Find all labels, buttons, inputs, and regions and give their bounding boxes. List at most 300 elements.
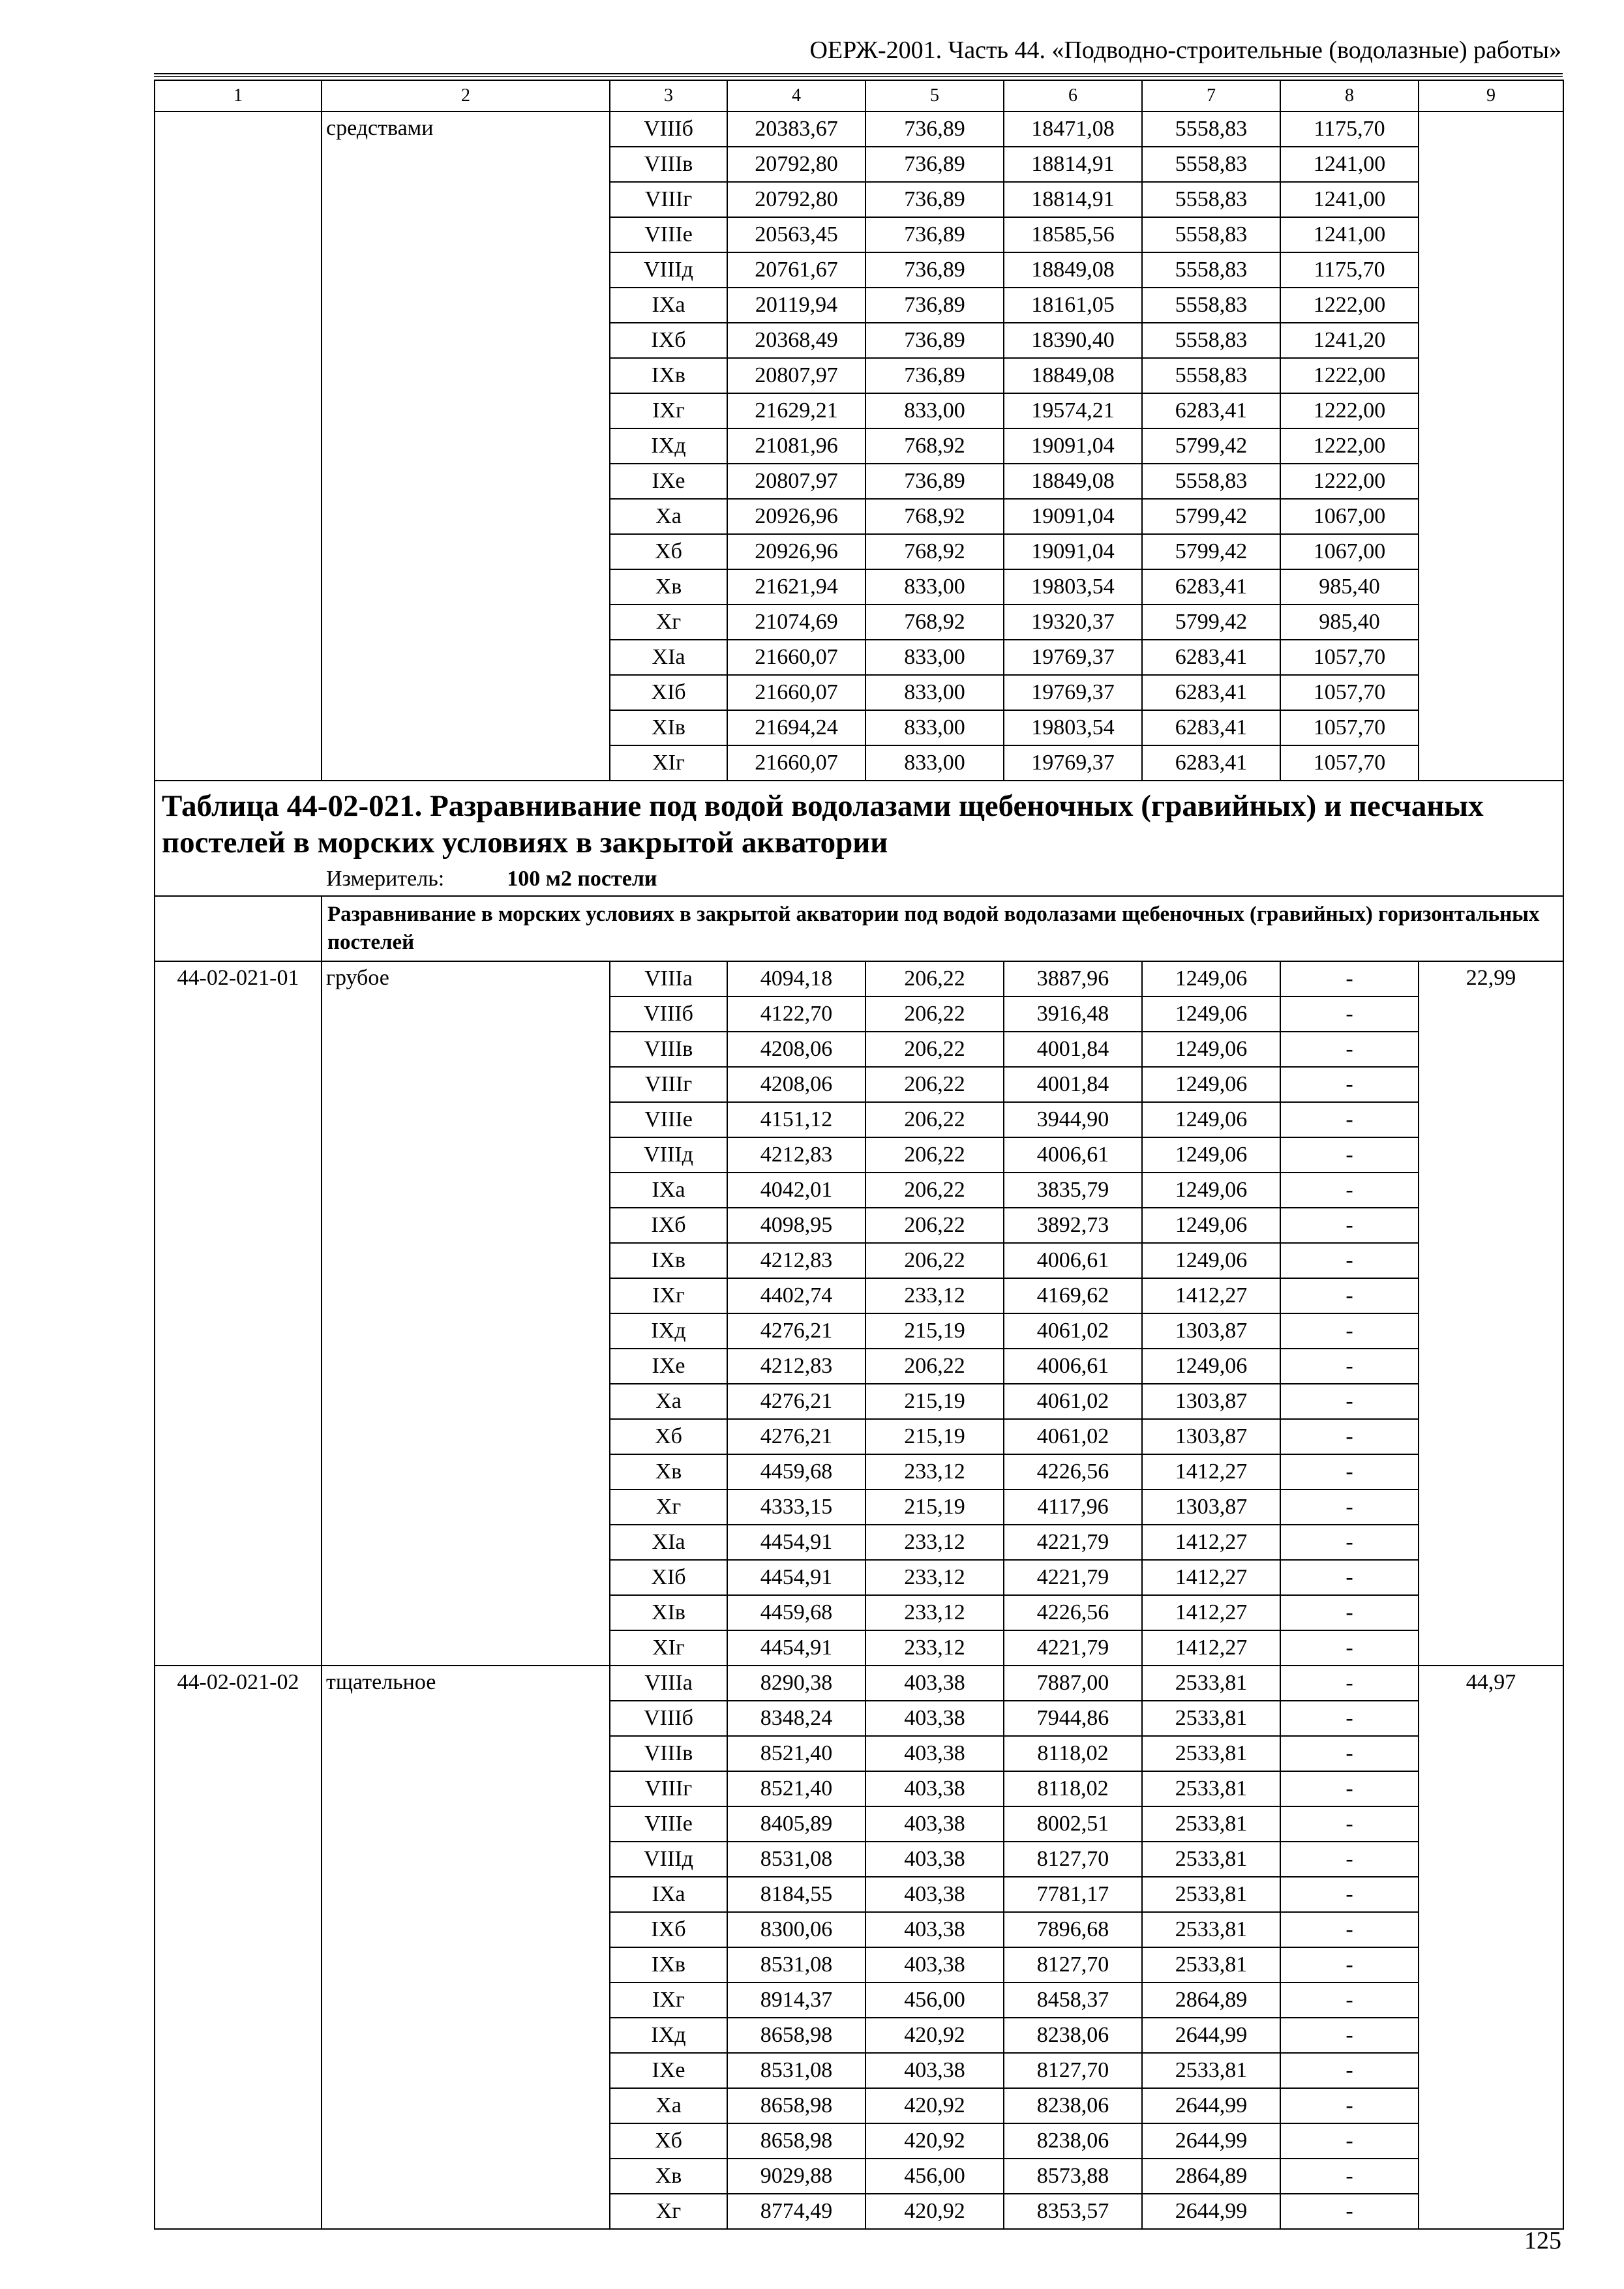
materials-cell: - xyxy=(1280,1419,1419,1454)
machines-cell: 18585,56 xyxy=(1004,217,1142,252)
wages-cell: 206,22 xyxy=(865,1349,1004,1384)
machinist-wages-cell: 1249,06 xyxy=(1142,996,1280,1032)
machinist-wages-cell: 5799,42 xyxy=(1142,605,1280,640)
machines-cell: 4001,84 xyxy=(1004,1067,1142,1102)
wages-cell: 403,38 xyxy=(865,1842,1004,1877)
machines-cell: 8573,88 xyxy=(1004,2159,1142,2194)
machines-cell: 3916,48 xyxy=(1004,996,1142,1032)
wages-cell: 206,22 xyxy=(865,1032,1004,1067)
machinist-wages-cell: 1303,87 xyxy=(1142,1313,1280,1349)
machinist-wages-cell: 1303,87 xyxy=(1142,1419,1280,1454)
running-header: ОЕРЖ-2001. Часть 44. «Подводно-строительные (водолазные) работы» xyxy=(809,37,1561,64)
total-cost-cell: 8658,98 xyxy=(727,2018,865,2053)
total-cost-cell: 4122,70 xyxy=(727,996,865,1032)
wages-cell: 233,12 xyxy=(865,1525,1004,1560)
wages-cell: 456,00 xyxy=(865,2159,1004,2194)
class-cell: IXг xyxy=(610,1278,727,1313)
class-cell: Xа xyxy=(610,2088,727,2123)
column-number: 2 xyxy=(322,80,610,112)
class-cell: IXв xyxy=(610,1947,727,1982)
wages-cell: 833,00 xyxy=(865,393,1004,428)
machines-cell: 19803,54 xyxy=(1004,710,1142,745)
machinist-wages-cell: 1249,06 xyxy=(1142,1349,1280,1384)
class-cell: IXб xyxy=(610,1208,727,1243)
machinist-wages-cell: 6283,41 xyxy=(1142,710,1280,745)
machinist-wages-cell: 5558,83 xyxy=(1142,252,1280,288)
materials-cell: 1222,00 xyxy=(1280,393,1419,428)
machinist-wages-cell: 5558,83 xyxy=(1142,112,1280,147)
machinist-wages-cell: 2533,81 xyxy=(1142,2053,1280,2088)
materials-cell: 1175,70 xyxy=(1280,112,1419,147)
class-cell: IXд xyxy=(610,2018,727,2053)
materials-cell: - xyxy=(1280,1842,1419,1877)
class-cell: Xа xyxy=(610,1384,727,1419)
total-cost-cell: 21621,94 xyxy=(727,569,865,605)
materials-cell: 1057,70 xyxy=(1280,710,1419,745)
materials-cell: - xyxy=(1280,1982,1419,2018)
materials-cell: - xyxy=(1280,1454,1419,1489)
materials-cell: 1222,00 xyxy=(1280,288,1419,323)
total-cost-cell: 21629,21 xyxy=(727,393,865,428)
total-cost-cell: 21660,07 xyxy=(727,640,865,675)
machinist-wages-cell: 1249,06 xyxy=(1142,1102,1280,1137)
rate-code-cell: 44-02-021-02 xyxy=(155,1666,322,2229)
wages-cell: 833,00 xyxy=(865,710,1004,745)
materials-cell: - xyxy=(1280,1032,1419,1067)
machinist-wages-cell: 1249,06 xyxy=(1142,1067,1280,1102)
total-cost-cell: 8521,40 xyxy=(727,1771,865,1806)
column-number: 6 xyxy=(1004,80,1142,112)
column-number: 1 xyxy=(155,80,322,112)
total-cost-cell: 4459,68 xyxy=(727,1595,865,1630)
class-cell: Xб xyxy=(610,2123,727,2159)
page-number: 125 xyxy=(1524,2227,1561,2254)
materials-cell: - xyxy=(1280,1137,1419,1173)
materials-cell: - xyxy=(1280,1560,1419,1595)
machinist-wages-cell: 2533,81 xyxy=(1142,1947,1280,1982)
total-cost-cell: 20383,67 xyxy=(727,112,865,147)
machines-cell: 19574,21 xyxy=(1004,393,1142,428)
total-cost-cell: 21660,07 xyxy=(727,745,865,781)
wages-cell: 403,38 xyxy=(865,1806,1004,1842)
class-cell: VIIIе xyxy=(610,1102,727,1137)
materials-cell: 1222,00 xyxy=(1280,428,1419,464)
class-cell: VIIIв xyxy=(610,1032,727,1067)
total-cost-cell: 4094,18 xyxy=(727,961,865,996)
machines-cell: 3835,79 xyxy=(1004,1173,1142,1208)
machinist-wages-cell: 2533,81 xyxy=(1142,1806,1280,1842)
wages-cell: 768,92 xyxy=(865,499,1004,534)
wages-cell: 206,22 xyxy=(865,1208,1004,1243)
class-cell: Xб xyxy=(610,534,727,569)
wages-cell: 736,89 xyxy=(865,112,1004,147)
machines-cell: 18390,40 xyxy=(1004,323,1142,358)
total-cost-cell: 4151,12 xyxy=(727,1102,865,1137)
machines-cell: 4117,96 xyxy=(1004,1489,1142,1525)
machines-cell: 18849,08 xyxy=(1004,358,1142,393)
wages-cell: 833,00 xyxy=(865,675,1004,710)
machinist-wages-cell: 1303,87 xyxy=(1142,1384,1280,1419)
machines-cell: 8118,02 xyxy=(1004,1736,1142,1771)
total-cost-cell: 8348,24 xyxy=(727,1701,865,1736)
total-cost-cell: 4402,74 xyxy=(727,1278,865,1313)
machines-cell: 8458,37 xyxy=(1004,1982,1142,2018)
wages-cell: 403,38 xyxy=(865,1666,1004,1701)
column-number: 3 xyxy=(610,80,727,112)
machines-cell: 7896,68 xyxy=(1004,1912,1142,1947)
column-number: 5 xyxy=(865,80,1004,112)
class-cell: VIIIв xyxy=(610,147,727,182)
wages-cell: 215,19 xyxy=(865,1384,1004,1419)
materials-cell: - xyxy=(1280,1525,1419,1560)
wages-cell: 768,92 xyxy=(865,605,1004,640)
wages-cell: 215,19 xyxy=(865,1419,1004,1454)
total-cost-cell: 20807,97 xyxy=(727,464,865,499)
column-number: 9 xyxy=(1419,80,1563,112)
total-cost-cell: 8531,08 xyxy=(727,1842,865,1877)
class-cell: IXв xyxy=(610,358,727,393)
total-cost-cell: 4212,83 xyxy=(727,1243,865,1278)
wages-cell: 736,89 xyxy=(865,323,1004,358)
column-number: 4 xyxy=(727,80,865,112)
machines-cell: 3944,90 xyxy=(1004,1102,1142,1137)
table-title: Таблица 44-02-021. Разравнивание под водой водолазами щебеночных (гравийных) и песчаных постелей в морских условиях в закрытой акватории xyxy=(162,789,1484,860)
total-cost-cell: 20792,80 xyxy=(727,182,865,217)
class-cell: IXа xyxy=(610,1173,727,1208)
machines-cell: 4221,79 xyxy=(1004,1630,1142,1666)
materials-cell: 1241,20 xyxy=(1280,323,1419,358)
machinist-wages-cell: 5558,83 xyxy=(1142,323,1280,358)
machinist-wages-cell: 1303,87 xyxy=(1142,1489,1280,1525)
total-cost-cell: 21081,96 xyxy=(727,428,865,464)
wages-cell: 736,89 xyxy=(865,358,1004,393)
class-cell: IXе xyxy=(610,464,727,499)
materials-cell: 1057,70 xyxy=(1280,675,1419,710)
machinist-wages-cell: 1249,06 xyxy=(1142,1243,1280,1278)
materials-cell: - xyxy=(1280,1666,1419,1701)
header-rule-thin xyxy=(154,76,1563,77)
machinist-wages-cell: 2644,99 xyxy=(1142,2194,1280,2229)
wages-cell: 403,38 xyxy=(865,1912,1004,1947)
machinist-wages-cell: 1412,27 xyxy=(1142,1278,1280,1313)
machines-cell: 4226,56 xyxy=(1004,1454,1142,1489)
total-cost-cell: 8774,49 xyxy=(727,2194,865,2229)
wages-cell: 403,38 xyxy=(865,1947,1004,1982)
materials-cell: 1175,70 xyxy=(1280,252,1419,288)
total-cost-cell: 20761,67 xyxy=(727,252,865,288)
total-cost-cell: 20807,97 xyxy=(727,358,865,393)
rate-code-cell: 44-02-021-01 xyxy=(155,961,322,1666)
materials-cell: - xyxy=(1280,996,1419,1032)
total-cost-cell: 21074,69 xyxy=(727,605,865,640)
total-cost-cell: 20926,96 xyxy=(727,499,865,534)
class-cell: IXе xyxy=(610,1349,727,1384)
table-title-row xyxy=(155,781,1563,896)
machinist-wages-cell: 1412,27 xyxy=(1142,1454,1280,1489)
total-cost-cell: 4454,91 xyxy=(727,1560,865,1595)
machinist-wages-cell: 2533,81 xyxy=(1142,1771,1280,1806)
materials-cell: 1222,00 xyxy=(1280,464,1419,499)
wages-cell: 233,12 xyxy=(865,1560,1004,1595)
rates-table xyxy=(154,80,1564,2230)
materials-cell: 1222,00 xyxy=(1280,358,1419,393)
class-cell: Xг xyxy=(610,2194,727,2229)
machines-cell: 19320,37 xyxy=(1004,605,1142,640)
total-cost-cell: 8184,55 xyxy=(727,1877,865,1912)
machines-cell: 18849,08 xyxy=(1004,464,1142,499)
wages-cell: 403,38 xyxy=(865,1736,1004,1771)
wages-cell: 736,89 xyxy=(865,217,1004,252)
machines-cell: 7944,86 xyxy=(1004,1701,1142,1736)
total-cost-cell: 9029,88 xyxy=(727,2159,865,2194)
machinist-wages-cell: 2533,81 xyxy=(1142,1877,1280,1912)
machinist-wages-cell: 5558,83 xyxy=(1142,358,1280,393)
materials-cell: - xyxy=(1280,2159,1419,2194)
wages-cell: 736,89 xyxy=(865,288,1004,323)
class-cell: VIIIг xyxy=(610,1771,727,1806)
total-cost-cell: 20563,45 xyxy=(727,217,865,252)
total-cost-cell: 8405,89 xyxy=(727,1806,865,1842)
total-cost-cell: 20792,80 xyxy=(727,147,865,182)
materials-cell: 1241,00 xyxy=(1280,182,1419,217)
wages-cell: 420,92 xyxy=(865,2194,1004,2229)
materials-cell: 985,40 xyxy=(1280,605,1419,640)
description-cell: грубое xyxy=(322,961,610,1666)
subheading-code-cell xyxy=(155,896,322,961)
machines-cell: 18471,08 xyxy=(1004,112,1142,147)
machines-cell: 8238,06 xyxy=(1004,2123,1142,2159)
class-cell: IXд xyxy=(610,428,727,464)
column-number: 8 xyxy=(1280,80,1419,112)
class-cell: VIIIд xyxy=(610,1137,727,1173)
total-cost-cell: 4454,91 xyxy=(727,1525,865,1560)
machines-cell: 19091,04 xyxy=(1004,534,1142,569)
wages-cell: 206,22 xyxy=(865,1243,1004,1278)
wages-cell: 206,22 xyxy=(865,1137,1004,1173)
class-cell: VIIIд xyxy=(610,252,727,288)
materials-cell: - xyxy=(1280,2123,1419,2159)
table-row xyxy=(155,961,1563,996)
description-cell: средствами xyxy=(322,112,610,781)
total-cost-cell: 8531,08 xyxy=(727,2053,865,2088)
class-cell: XIб xyxy=(610,1560,727,1595)
total-cost-cell: 4454,91 xyxy=(727,1630,865,1666)
wages-cell: 233,12 xyxy=(865,1595,1004,1630)
machinist-wages-cell: 2533,81 xyxy=(1142,1912,1280,1947)
machinist-wages-cell: 1412,27 xyxy=(1142,1525,1280,1560)
class-cell: VIIIб xyxy=(610,996,727,1032)
machines-cell: 3892,73 xyxy=(1004,1208,1142,1243)
wages-cell: 206,22 xyxy=(865,961,1004,996)
class-cell: Xв xyxy=(610,1454,727,1489)
class-cell: VIIIд xyxy=(610,1842,727,1877)
class-cell: Xа xyxy=(610,499,727,534)
class-cell: IXа xyxy=(610,1877,727,1912)
machinist-wages-cell: 2864,89 xyxy=(1142,2159,1280,2194)
machines-cell: 18814,91 xyxy=(1004,147,1142,182)
machinist-wages-cell: 2533,81 xyxy=(1142,1701,1280,1736)
class-cell: IXб xyxy=(610,323,727,358)
total-cost-cell: 8290,38 xyxy=(727,1666,865,1701)
class-cell: IXе xyxy=(610,2053,727,2088)
machinist-wages-cell: 2533,81 xyxy=(1142,1842,1280,1877)
materials-cell: 1067,00 xyxy=(1280,499,1419,534)
machines-cell: 19769,37 xyxy=(1004,640,1142,675)
machinist-wages-cell: 1412,27 xyxy=(1142,1630,1280,1666)
wages-cell: 206,22 xyxy=(865,1102,1004,1137)
materials-cell: - xyxy=(1280,1947,1419,1982)
machinist-wages-cell: 1412,27 xyxy=(1142,1595,1280,1630)
wages-cell: 233,12 xyxy=(865,1278,1004,1313)
wages-cell: 403,38 xyxy=(865,1701,1004,1736)
machines-cell: 8002,51 xyxy=(1004,1806,1142,1842)
machines-cell: 8353,57 xyxy=(1004,2194,1142,2229)
class-cell: IXв xyxy=(610,1243,727,1278)
wages-cell: 736,89 xyxy=(865,182,1004,217)
class-cell: VIIIв xyxy=(610,1736,727,1771)
wages-cell: 736,89 xyxy=(865,147,1004,182)
machines-cell: 8118,02 xyxy=(1004,1771,1142,1806)
materials-cell: - xyxy=(1280,2018,1419,2053)
materials-cell: - xyxy=(1280,1701,1419,1736)
materials-cell: - xyxy=(1280,1806,1419,1842)
wages-cell: 420,92 xyxy=(865,2018,1004,2053)
class-cell: Xг xyxy=(610,1489,727,1525)
total-cost-cell: 4459,68 xyxy=(727,1454,865,1489)
class-cell: VIIIа xyxy=(610,1666,727,1701)
wages-cell: 403,38 xyxy=(865,1877,1004,1912)
subheading-row xyxy=(155,896,1563,961)
table-body xyxy=(155,80,1563,2229)
materials-cell: - xyxy=(1280,2053,1419,2088)
class-cell: VIIIг xyxy=(610,182,727,217)
machinist-wages-cell: 6283,41 xyxy=(1142,569,1280,605)
machines-cell: 18161,05 xyxy=(1004,288,1142,323)
machines-cell: 7887,00 xyxy=(1004,1666,1142,1701)
class-cell: Xг xyxy=(610,605,727,640)
column-number: 7 xyxy=(1142,80,1280,112)
materials-cell: - xyxy=(1280,1489,1419,1525)
wages-cell: 206,22 xyxy=(865,1173,1004,1208)
machines-cell: 19803,54 xyxy=(1004,569,1142,605)
total-cost-cell: 4042,01 xyxy=(727,1173,865,1208)
measure-value: 100 м2 постели xyxy=(507,866,657,891)
materials-cell: - xyxy=(1280,1067,1419,1102)
class-cell: XIв xyxy=(610,1595,727,1630)
labor-cell xyxy=(1419,112,1563,781)
machinist-wages-cell: 5558,83 xyxy=(1142,182,1280,217)
materials-cell: 1057,70 xyxy=(1280,640,1419,675)
total-cost-cell: 4276,21 xyxy=(727,1384,865,1419)
machinist-wages-cell: 5558,83 xyxy=(1142,217,1280,252)
total-cost-cell: 20119,94 xyxy=(727,288,865,323)
wages-cell: 403,38 xyxy=(865,1771,1004,1806)
machines-cell: 4169,62 xyxy=(1004,1278,1142,1313)
machinist-wages-cell: 1249,06 xyxy=(1142,1173,1280,1208)
materials-cell: 1241,00 xyxy=(1280,147,1419,182)
machinist-wages-cell: 2644,99 xyxy=(1142,2018,1280,2053)
machinist-wages-cell: 6283,41 xyxy=(1142,675,1280,710)
machines-cell: 19091,04 xyxy=(1004,499,1142,534)
machines-cell: 4001,84 xyxy=(1004,1032,1142,1067)
wages-cell: 403,38 xyxy=(865,2053,1004,2088)
total-cost-cell: 4098,95 xyxy=(727,1208,865,1243)
machinist-wages-cell: 6283,41 xyxy=(1142,640,1280,675)
machines-cell: 19769,37 xyxy=(1004,675,1142,710)
wages-cell: 215,19 xyxy=(865,1313,1004,1349)
class-cell: Xб xyxy=(610,1419,727,1454)
wages-cell: 768,92 xyxy=(865,428,1004,464)
machinist-wages-cell: 2644,99 xyxy=(1142,2123,1280,2159)
materials-cell: - xyxy=(1280,1278,1419,1313)
machinist-wages-cell: 1249,06 xyxy=(1142,1137,1280,1173)
total-cost-cell: 4276,21 xyxy=(727,1419,865,1454)
materials-cell: - xyxy=(1280,1877,1419,1912)
class-cell: VIIIб xyxy=(610,112,727,147)
total-cost-cell: 21660,07 xyxy=(727,675,865,710)
labor-cost-cell: 22,99 xyxy=(1419,961,1563,1666)
wages-cell: 233,12 xyxy=(865,1630,1004,1666)
machinist-wages-cell: 1249,06 xyxy=(1142,1032,1280,1067)
class-cell: VIIIг xyxy=(610,1067,727,1102)
machines-cell: 4006,61 xyxy=(1004,1243,1142,1278)
class-cell: IXг xyxy=(610,1982,727,2018)
class-cell: VIIIб xyxy=(610,1701,727,1736)
total-cost-cell: 4276,21 xyxy=(727,1313,865,1349)
machinist-wages-cell: 5799,42 xyxy=(1142,428,1280,464)
machinist-wages-cell: 6283,41 xyxy=(1142,393,1280,428)
materials-cell: - xyxy=(1280,1243,1419,1278)
machinist-wages-cell: 5558,83 xyxy=(1142,464,1280,499)
machinist-wages-cell: 6283,41 xyxy=(1142,745,1280,781)
materials-cell: - xyxy=(1280,1384,1419,1419)
wages-cell: 736,89 xyxy=(865,464,1004,499)
header-rule xyxy=(154,73,1563,74)
machines-cell: 18849,08 xyxy=(1004,252,1142,288)
total-cost-cell: 8531,08 xyxy=(727,1947,865,1982)
class-cell: Xв xyxy=(610,569,727,605)
total-cost-cell: 8658,98 xyxy=(727,2088,865,2123)
machines-cell: 8127,70 xyxy=(1004,1842,1142,1877)
machines-cell: 4061,02 xyxy=(1004,1384,1142,1419)
machinist-wages-cell: 1249,06 xyxy=(1142,1208,1280,1243)
class-cell: VIIIе xyxy=(610,1806,727,1842)
machines-cell: 4061,02 xyxy=(1004,1313,1142,1349)
class-cell: XIа xyxy=(610,1525,727,1560)
machinist-wages-cell: 1412,27 xyxy=(1142,1560,1280,1595)
materials-cell: 1067,00 xyxy=(1280,534,1419,569)
materials-cell: - xyxy=(1280,1736,1419,1771)
materials-cell: - xyxy=(1280,1313,1419,1349)
labor-cost-cell: 44,97 xyxy=(1419,1666,1563,2229)
wages-cell: 456,00 xyxy=(865,1982,1004,2018)
code-cell xyxy=(155,112,322,781)
materials-cell: - xyxy=(1280,1102,1419,1137)
total-cost-cell: 4212,83 xyxy=(727,1349,865,1384)
machines-cell: 19769,37 xyxy=(1004,745,1142,781)
class-cell: XIг xyxy=(610,1630,727,1666)
total-cost-cell: 21694,24 xyxy=(727,710,865,745)
class-cell: IXа xyxy=(610,288,727,323)
materials-cell: 985,40 xyxy=(1280,569,1419,605)
total-cost-cell: 4208,06 xyxy=(727,1032,865,1067)
materials-cell: - xyxy=(1280,1349,1419,1384)
machines-cell: 3887,96 xyxy=(1004,961,1142,996)
total-cost-cell: 20926,96 xyxy=(727,534,865,569)
machines-cell: 19091,04 xyxy=(1004,428,1142,464)
machinist-wages-cell: 5799,42 xyxy=(1142,534,1280,569)
total-cost-cell: 4212,83 xyxy=(727,1137,865,1173)
